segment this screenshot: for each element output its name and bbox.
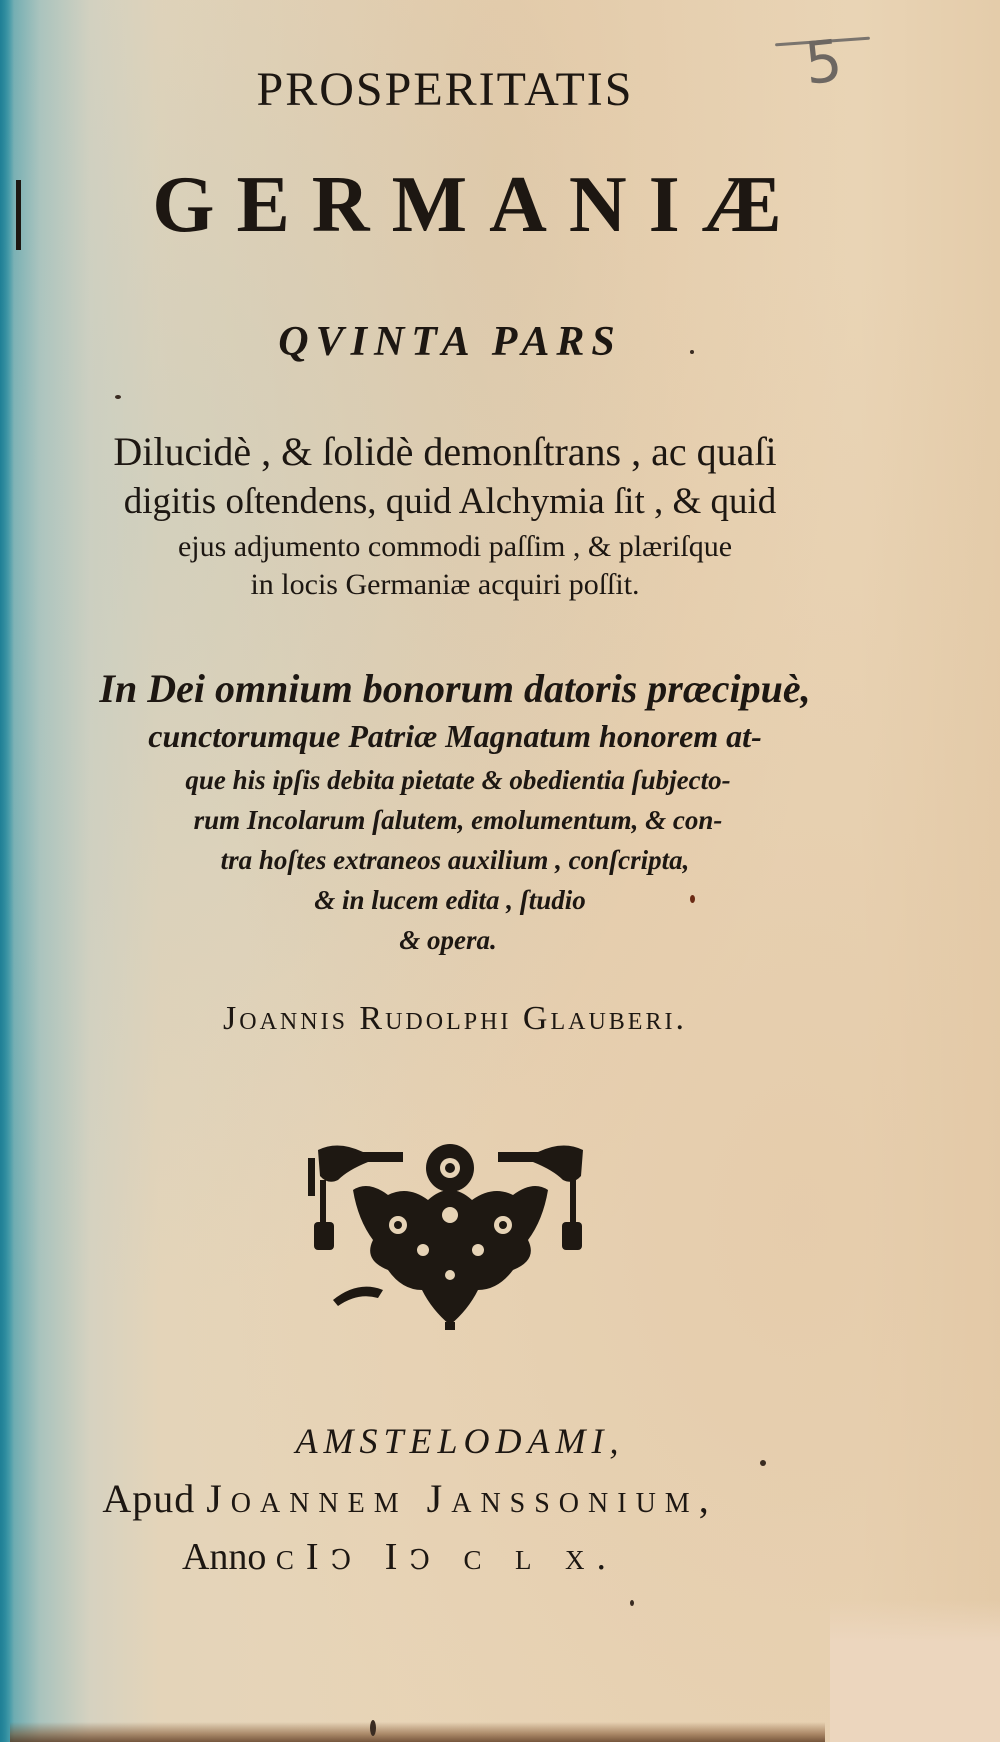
subtitle: QVINTA PARS bbox=[278, 319, 622, 365]
publisher-name: Joannem Janssonium, bbox=[206, 1476, 718, 1521]
paper-speck bbox=[760, 1460, 766, 1466]
year-roman: cIↄ Iↄ c l x. bbox=[275, 1536, 619, 1578]
description-line-2: digitis oſtendens, quid Alchymia ſit , & quid bbox=[123, 481, 777, 522]
paper-speck bbox=[690, 350, 694, 354]
year-group bbox=[181, 1535, 668, 1579]
paper-speck bbox=[630, 1600, 634, 1606]
description-line-3: ejus adjumento commodi paſſim , & plæriſque bbox=[177, 530, 733, 563]
page-corner bbox=[830, 1600, 1000, 1742]
dedication-line-3: que his ipſis debita pietate & obedientia ſubjecto- bbox=[185, 765, 731, 795]
description-line-4: in locis Germaniæ acquiri poſſit. bbox=[250, 568, 640, 601]
publisher-prefix: Apud bbox=[102, 1476, 196, 1521]
dedication-line-1: In Dei omnium bonorum datoris præcipuè, bbox=[99, 666, 811, 711]
author-name: Joannis Rudolphi Glauberi. bbox=[223, 1000, 687, 1037]
paper-speck bbox=[370, 1720, 376, 1736]
paper-speck bbox=[690, 895, 695, 903]
dedication-line-5: tra hoſtes extraneos auxilium , conſcripta, bbox=[220, 845, 690, 875]
dedication-line-2: cunctorumque Patriæ Magnatum honorem at- bbox=[148, 718, 762, 754]
publisher-group bbox=[102, 1475, 762, 1522]
imprint-publisher bbox=[0, 1475, 1000, 1522]
printer-ornament-icon bbox=[308, 1140, 593, 1330]
imprint-place: AMSTELODAMI, bbox=[295, 1421, 625, 1461]
imprint-year bbox=[0, 1535, 1000, 1579]
handwritten-number: 5 bbox=[801, 26, 846, 98]
dedication-line-4: rum Incolarum ſalutem, emolumentum, & con- bbox=[193, 805, 723, 835]
year-prefix: Anno bbox=[181, 1536, 267, 1578]
description-line-1: Dilucidè , & ſolidè demonſtrans , ac quaſi bbox=[113, 429, 777, 474]
bottom-page-edge bbox=[10, 1722, 825, 1742]
title-line-2: GERMANIÆ bbox=[152, 161, 804, 249]
dedication-line-6: & in lucem edita , ſtudio bbox=[314, 885, 586, 915]
title-line-1: PROSPERITATIS bbox=[256, 63, 634, 116]
paper-speck bbox=[115, 395, 121, 399]
dedication-line-7: & opera. bbox=[399, 925, 497, 955]
